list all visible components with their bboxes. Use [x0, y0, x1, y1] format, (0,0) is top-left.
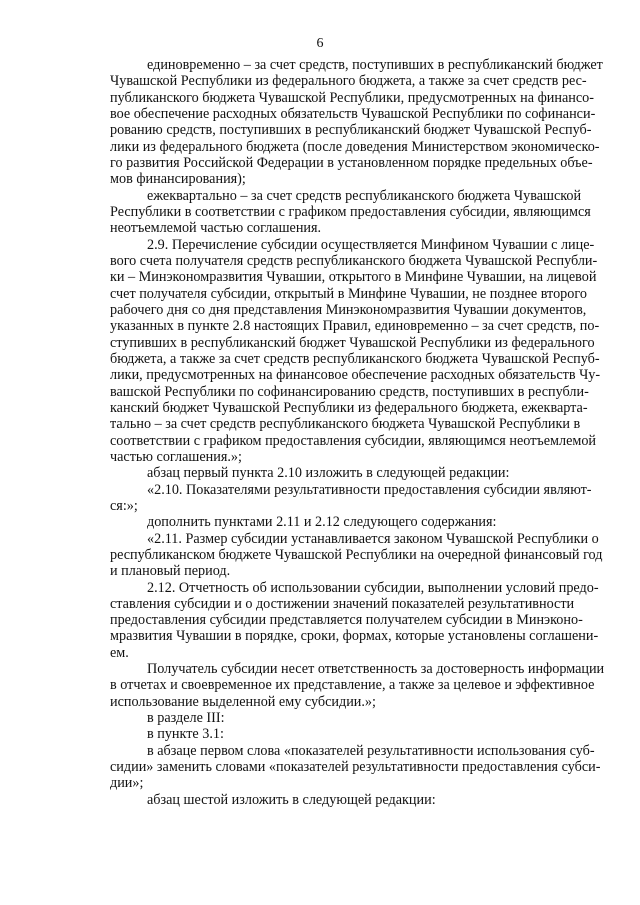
- text-line: «2.11. Размер субсидии устанавливается законом Чувашской Республики о: [147, 530, 599, 547]
- text-line: Республики в соответствии с графиком предоставления субсидии, являющимся: [110, 203, 591, 220]
- text-line: неотъемлемой частью соглашения.: [110, 220, 322, 237]
- text-line: рабочего дня со дня представления Минэкономразвития Чувашии документов,: [110, 301, 587, 318]
- text-line: указанных в пункте 2.8 настоящих Правил, единовременно – за счет средств, по-: [110, 318, 600, 335]
- text-line: 2.9. Перечисление субсидии осуществляется Минфином Чувашии с лице-: [147, 236, 595, 253]
- paragraph: [110, 579, 599, 662]
- text-line: абзац первый пункта 2.10 изложить в следующей редакции:: [147, 465, 510, 482]
- text-line: ки – Минэкономразвития Чувашии, открытого в Минфине Чувашии, на лицевой: [110, 269, 597, 286]
- text-line: вого счета получателя средств республиканского бюджета Чувашской Республи-: [110, 252, 598, 269]
- text-line: лики из федерального бюджета (после доведения Министерством экономическо-: [110, 138, 600, 155]
- text-line: ежеквартально – за счет средств республиканского бюджета Чувашской: [147, 187, 582, 204]
- text-line: тально – за счет средств республиканского бюджета Чувашской Республики в: [110, 416, 581, 433]
- paragraph: [110, 187, 591, 237]
- paragraph: [110, 661, 605, 710]
- text-line: республиканском бюджете Чувашской Республики на очередной финансовый год: [110, 546, 603, 563]
- text-line: соответствии с графиком предоставления субсидии, являющимся неотъемлемой: [110, 432, 597, 449]
- text-line: дополнить пунктами 2.11 и 2.12 следующего содержания:: [147, 514, 497, 531]
- text-line: единовременно – за счет средств, поступивших в республиканский бюджет: [147, 57, 603, 73]
- text-line: канский бюджет Чувашской Республики из федерального бюджета, ежекварта-: [110, 399, 588, 416]
- text-line: «2.10. Показателями результативности предоставления субсидии являют-: [147, 481, 592, 498]
- paragraph: [110, 57, 603, 188]
- text-line: лики, предусмотренных на финансовое обеспечение расходных обязательств Чу-: [110, 367, 601, 384]
- document-body: [110, 57, 605, 808]
- text-line: сидии» заменить словами «показателей результативности предоставления субси-: [110, 759, 601, 776]
- text-line: и плановый период.: [110, 563, 231, 580]
- text-line: в абзаце первом слова «показателей результативности использования суб-: [147, 742, 595, 759]
- text-line: Получатель субсидии несет ответственность за достоверность информации: [147, 661, 605, 678]
- text-line: бюджета, а также за счет средств республиканского бюджета Чувашской Респуб-: [110, 350, 600, 367]
- text-line: использование выделенной ему субсидии.»;: [110, 693, 376, 710]
- text-line: рованию средств, поступивших в республиканский бюджет Чувашской Респуб-: [110, 122, 592, 139]
- paragraph: [110, 726, 534, 742]
- text-line: вашской Республики по софинансированию средств, поступивших в республи-: [110, 383, 589, 400]
- text-line: в пункте 3.1:: [147, 726, 224, 743]
- paragraph: [110, 236, 601, 466]
- text-line: дии»;: [110, 775, 144, 792]
- paragraph: [110, 742, 601, 792]
- text-line: в разделе III:: [147, 710, 225, 727]
- text-line: ступивших в республиканский бюджет Чувашской Республики из федерального: [110, 334, 595, 351]
- paragraph: [110, 530, 603, 580]
- text-line: ставления субсидии и о достижении значений показателей результативности: [110, 595, 575, 612]
- text-line: вое обеспечение расходных обязательств Чувашской Республики по софинанси-: [110, 105, 596, 122]
- paragraph: [110, 514, 534, 530]
- page-number: 6: [316, 36, 324, 51]
- text-line: мов финансирования);: [110, 171, 246, 188]
- text-line: ем.: [110, 644, 129, 661]
- paragraph: [110, 710, 534, 726]
- text-line: предоставления субсидии представляется получателем субсидии в Минэконо-: [110, 612, 583, 629]
- text-line: публиканского бюджета Чувашской Республики, предусмотренных на финансо-: [110, 89, 594, 106]
- text-line: в отчетах и своевременное их представление, а также за целевое и эффективное: [110, 677, 595, 694]
- text-line: ся:»;: [110, 497, 138, 514]
- paragraph: [110, 481, 592, 515]
- paragraph: [110, 465, 534, 481]
- text-line: Чувашской Республики из федерального бюджета, а также за счет средств рес-: [110, 73, 587, 90]
- text-line: 2.12. Отчетность об использовании субсидии, выполнении условий предо-: [147, 579, 599, 596]
- text-line: счет получателя субсидии, открытый в Минфине Чувашии, не позднее второго: [110, 285, 587, 302]
- text-line: мразвития Чувашии в порядке, сроки, формах, которые установлены соглашени-: [110, 628, 599, 645]
- paragraph: [110, 792, 534, 808]
- text-line: го развития Российской Федерации в установленном порядке предельных объе-: [110, 154, 593, 171]
- text-line: частью соглашения.»;: [110, 448, 242, 465]
- text-line: абзац шестой изложить в следующей редакции:: [147, 791, 436, 808]
